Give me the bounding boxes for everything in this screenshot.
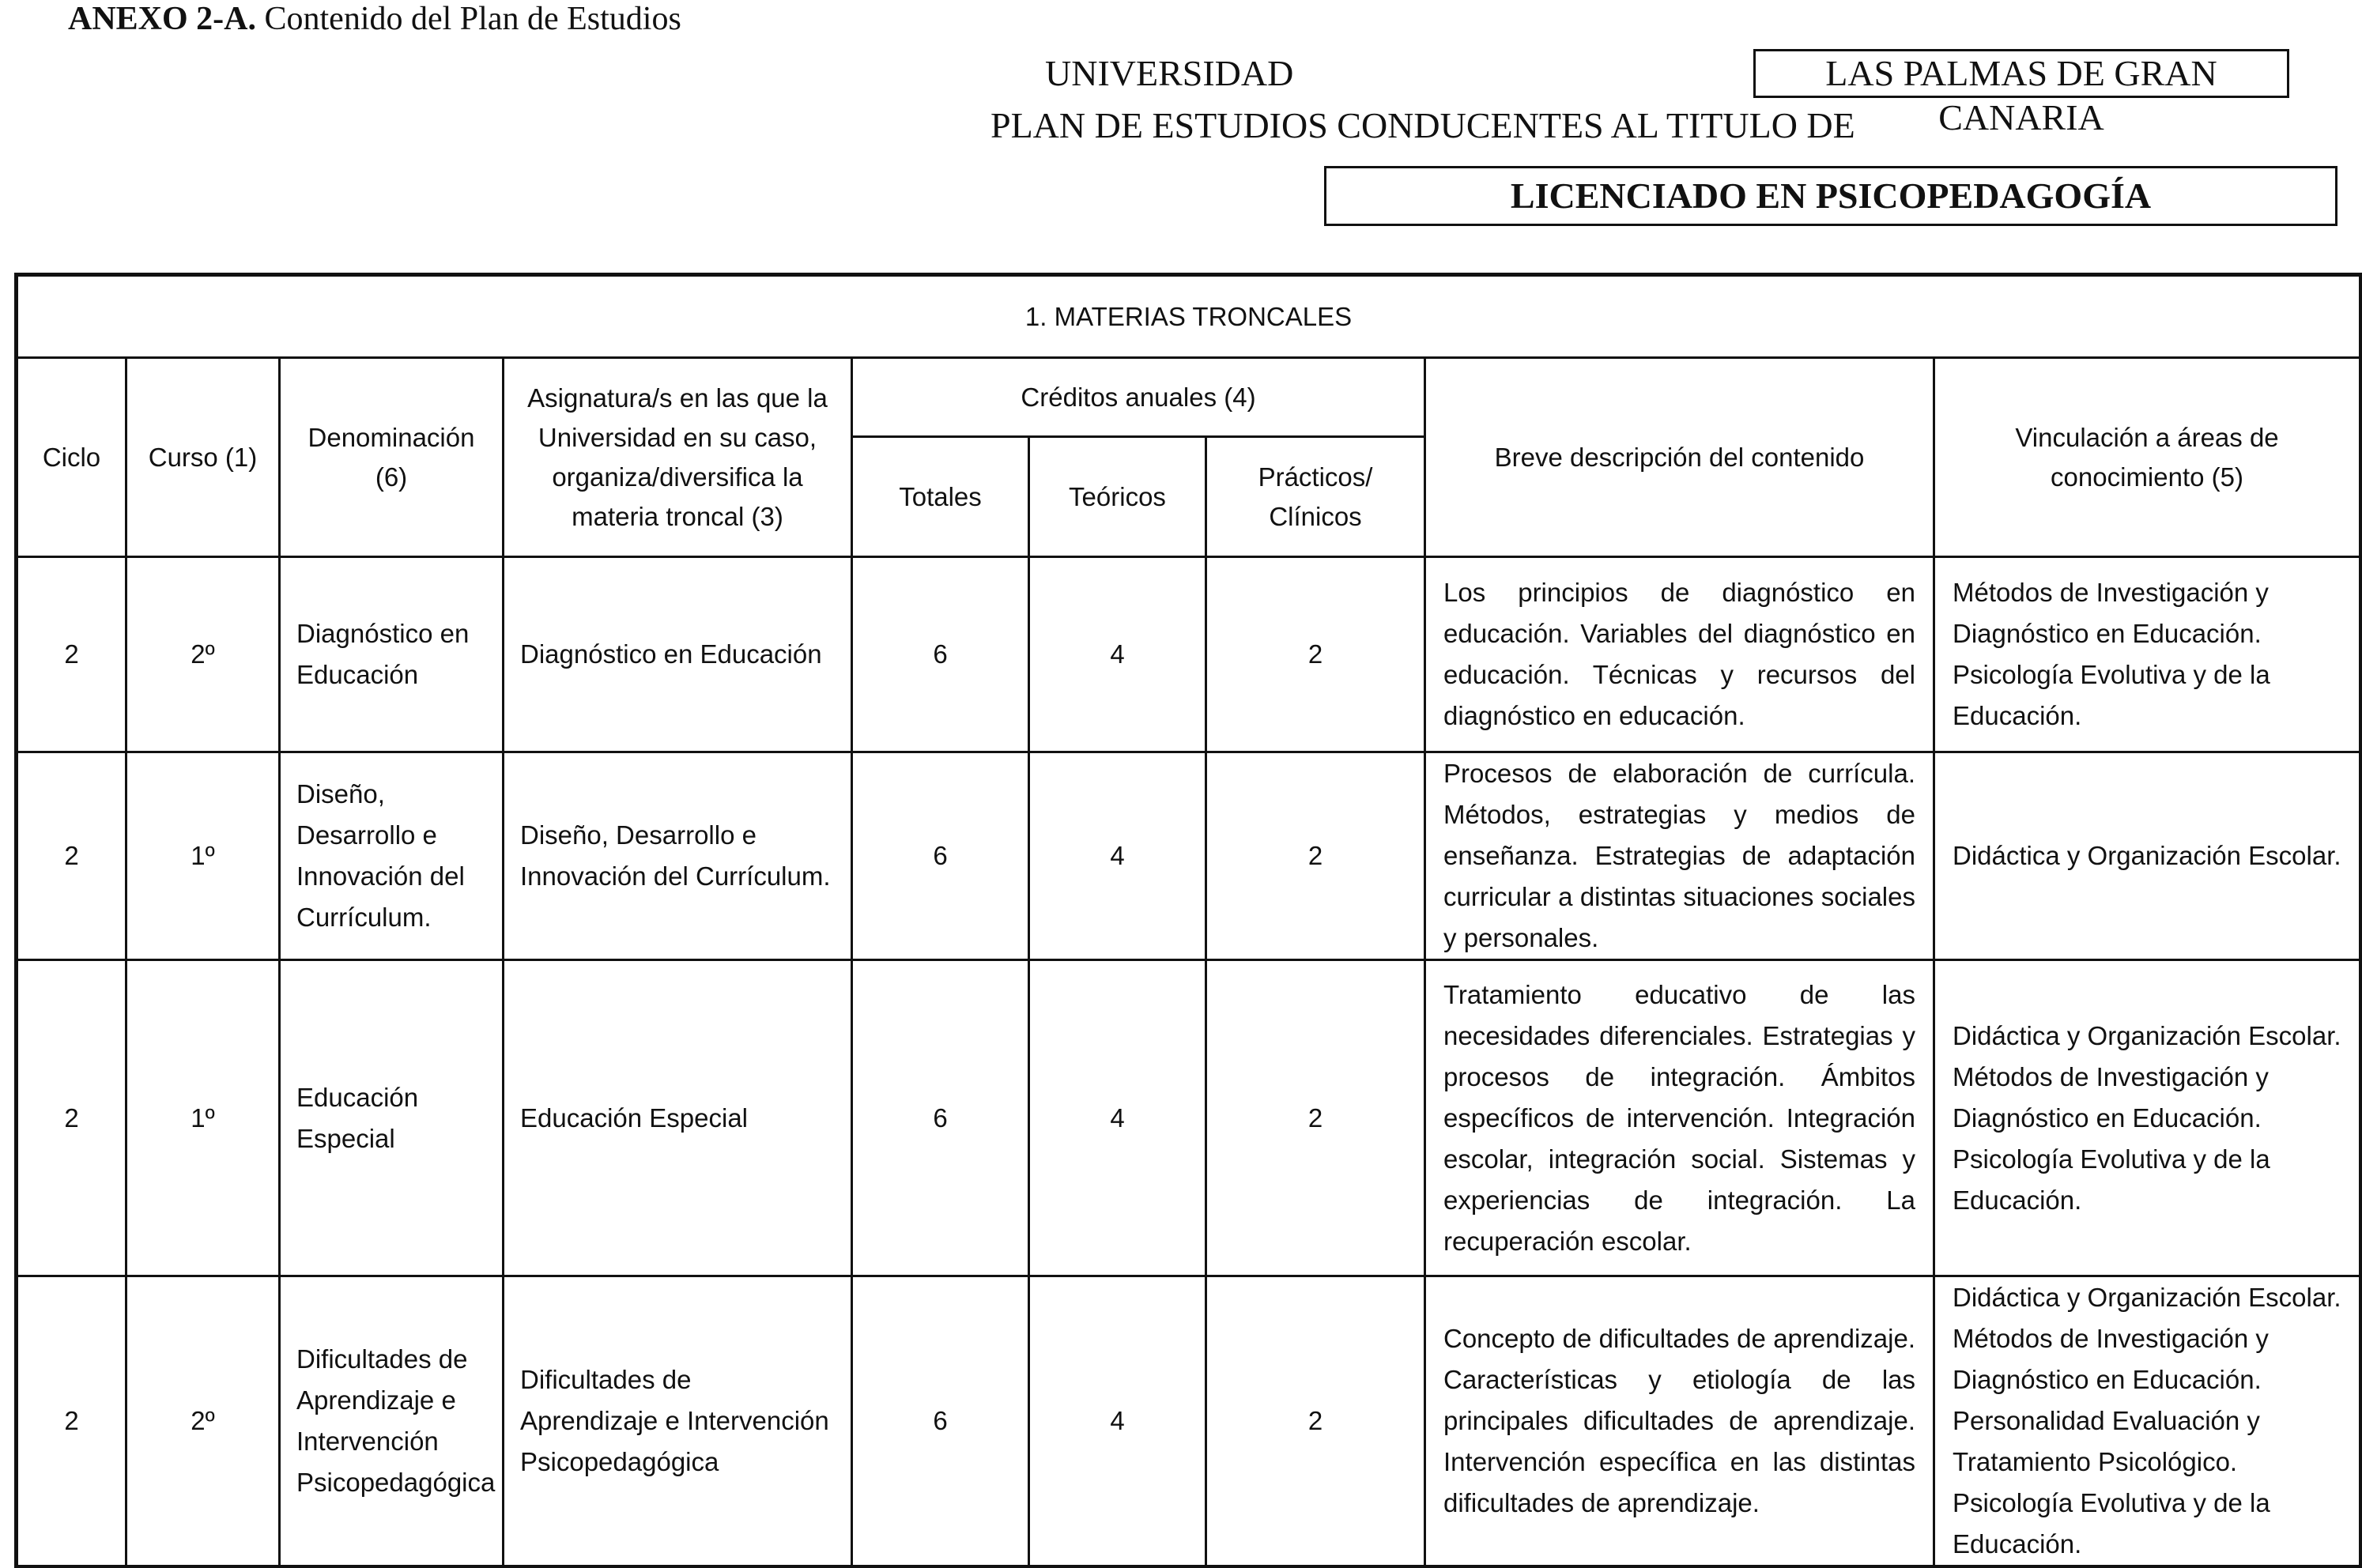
- header-descripcion: Breve descripción del contenido: [1425, 358, 1934, 557]
- cell-teoricos: 4: [1029, 557, 1206, 752]
- cell-teoricos: 4: [1029, 752, 1206, 960]
- cell-descripcion: Tratamiento educativo de las necesidades diferenciales. Estrategias y procesos de integración. Ámbitos específicos de intervención. Integración escolar, integración social. Sistemas y experiencias de integración. La recuperación escolar.: [1425, 960, 1934, 1276]
- cell-vinculacion: Didáctica y Organización Escolar.: [1934, 752, 2361, 960]
- cell-practicos: 2: [1206, 752, 1425, 960]
- header-curso: Curso (1): [126, 358, 280, 557]
- header-denominacion: Denominación (6): [280, 358, 504, 557]
- header-totales: Totales: [852, 437, 1029, 557]
- header-vinculacion: Vinculación a áreas de conocimiento (5): [1934, 358, 2361, 557]
- header-practicos: Prácticos/ Clínicos: [1206, 437, 1425, 557]
- cell-curso: 2º: [126, 557, 280, 752]
- cell-totales: 6: [852, 752, 1029, 960]
- annex-label: ANEXO 2-A.: [68, 1, 256, 37]
- curriculum-table-container: [14, 273, 2359, 1559]
- cell-teoricos: 4: [1029, 960, 1206, 1276]
- cell-totales: 6: [852, 557, 1029, 752]
- cell-descripcion: Los principios de diagnóstico en educación. Variables del diagnóstico en educación. Técnicas y recursos del diagnóstico en educación.: [1425, 557, 1934, 752]
- plan-heading: PLAN DE ESTUDIOS CONDUCENTES AL TITULO DE: [990, 105, 1855, 145]
- cell-ciclo: 2: [17, 752, 126, 960]
- header-ciclo: Ciclo: [17, 358, 126, 557]
- university-label: UNIVERSIDAD: [1045, 53, 1294, 93]
- table-row: [17, 960, 2361, 1276]
- cell-ciclo: 2: [17, 1276, 126, 1567]
- annex-description: Contenido del Plan de Estudios: [256, 1, 681, 37]
- cell-vinculacion: Didáctica y Organización Escolar. Métodos de Investigación y Diagnóstico en Educación. Personalidad Evaluación y Tratamiento Psicológico. Psicología Evolutiva y de la Educación.: [1934, 1276, 2361, 1567]
- cell-asignatura: Diseño, Desarrollo e Innovación del Currículum.: [504, 752, 852, 960]
- cell-vinculacion: Didáctica y Organización Escolar. Métodos de Investigación y Diagnóstico en Educación. Psicología Evolutiva y de la Educación.: [1934, 960, 2361, 1276]
- cell-asignatura: Dificultades de Aprendizaje e Intervención Psicopedagógica: [504, 1276, 852, 1567]
- cell-asignatura: Diagnóstico en Educación: [504, 557, 852, 752]
- cell-descripcion: Concepto de dificultades de aprendizaje. Características y etiología de las principales dificultades de aprendizaje. Intervención específica en las distintas dificultades de aprendizaje.: [1425, 1276, 1934, 1567]
- cell-denominacion: Diagnóstico en Educación: [280, 557, 504, 752]
- table-row: [17, 1276, 2361, 1567]
- cell-denominacion: Dificultades de Aprendizaje e Intervención Psicopedagógica: [280, 1276, 504, 1567]
- cell-practicos: 2: [1206, 557, 1425, 752]
- table-row: [17, 752, 2361, 960]
- header-asignatura: Asignatura/s en las que la Universidad en su caso, organiza/diversifica la materia troncal (3): [504, 358, 852, 557]
- header-teoricos: Teóricos: [1029, 437, 1206, 557]
- cell-denominacion: Diseño, Desarrollo e Innovación del Currículum.: [280, 752, 504, 960]
- cell-curso: 1º: [126, 752, 280, 960]
- cell-curso: 1º: [126, 960, 280, 1276]
- curriculum-table: [14, 273, 2362, 1568]
- cell-totales: 6: [852, 960, 1029, 1276]
- cell-teoricos: 4: [1029, 1276, 1206, 1567]
- cell-curso: 2º: [126, 1276, 280, 1567]
- cell-ciclo: 2: [17, 557, 126, 752]
- annex-heading: [68, 0, 681, 38]
- cell-practicos: 2: [1206, 1276, 1425, 1567]
- cell-ciclo: 2: [17, 960, 126, 1276]
- cell-totales: 6: [852, 1276, 1029, 1567]
- cell-practicos: 2: [1206, 960, 1425, 1276]
- degree-title-box: LICENCIADO EN PSICOPEDAGOGÍA: [1324, 166, 2337, 226]
- university-name-box: LAS PALMAS DE GRAN CANARIA: [1753, 49, 2289, 98]
- cell-denominacion: Educación Especial: [280, 960, 504, 1276]
- section-title: 1. MATERIAS TRONCALES: [17, 275, 2361, 358]
- table-row: [17, 557, 2361, 752]
- header-creditos: Créditos anuales (4): [852, 358, 1425, 437]
- cell-vinculacion: Métodos de Investigación y Diagnóstico en Educación. Psicología Evolutiva y de la Educación.: [1934, 557, 2361, 752]
- cell-asignatura: Educación Especial: [504, 960, 852, 1276]
- cell-descripcion: Procesos de elaboración de currícula. Métodos, estrategias y medios de enseñanza. Estrategias de adaptación curricular a distintas situaciones sociales y personales.: [1425, 752, 1934, 960]
